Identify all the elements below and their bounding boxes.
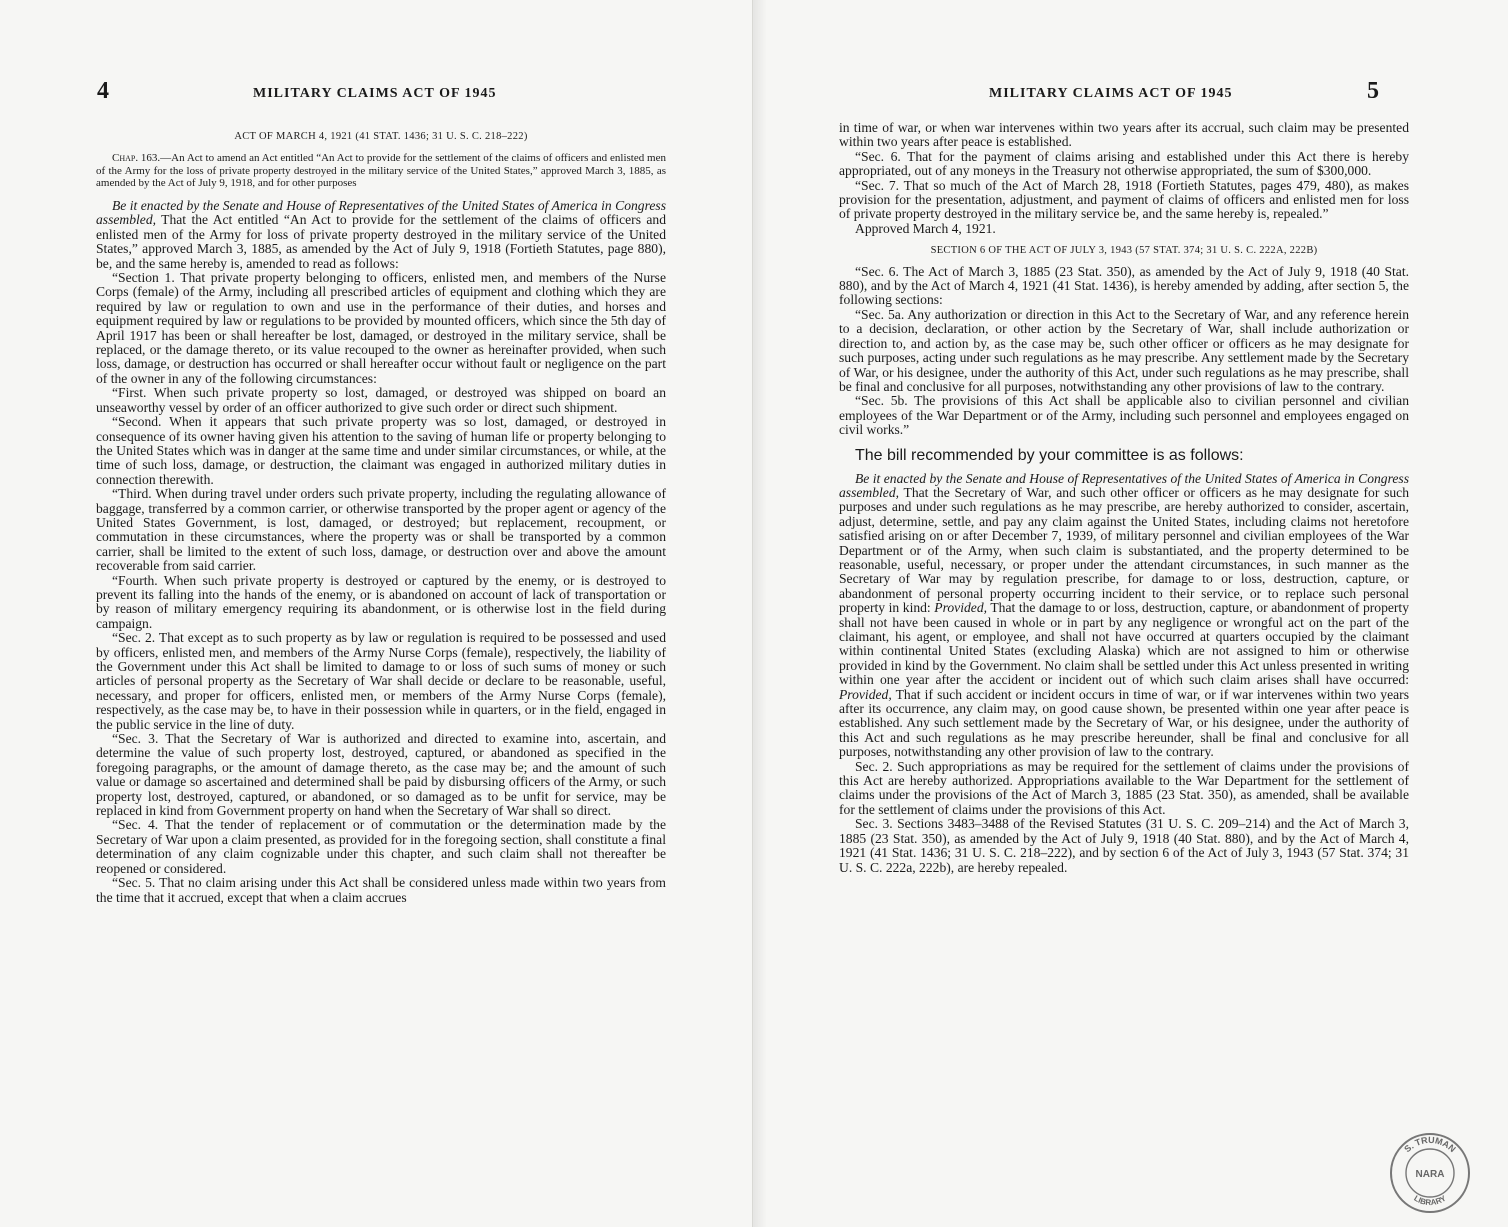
- library-stamp: [1388, 1131, 1472, 1215]
- section-5b: “Sec. 5b. The provisions of this Act shall be applicable also to civilian personnel and civilian employees of the War Department or of the Army, including such personnel and employees engaged on civil works.”: [839, 393, 1409, 438]
- section-1: “Section 1. That private property belonging to officers, enlisted men, and members of the Nurse Corps (female) of the Army, including all prescribed articles of equipment and clothing which they are required by law or regulation to own and use in the performance of their duties, and horses and equipment required by law or regulations to be provided by mounted officers, which since the 5th day of April 1917 has been or shall hereafter be lost, damaged, or destroyed in the military service, shall be replaced, or the damage thereto, or its value recouped to the owner as hereinafter provided, when such loss, damage, or destruction has occurred or shall hereafter occur without fault or negligence on the part of the owner in any of the following circumstances:: [96, 270, 666, 386]
- act-heading: ACT OF MARCH 4, 1921 (41 STAT. 1436; 31 U. S. C. 218–222): [234, 131, 528, 142]
- section-3: “Sec. 3. That the Secretary of War is authorized and directed to examine into, ascertain, and determine the value of such property lost, destroyed, captured, or abandoned as specified in the foregoing paragraphs, or the amount of damage thereto, as the case may be; and the amount of such value or damage so ascertained and determined shall be paid by disbursing officers of the Army, or such property lost, destroyed, captured, or abandoned, or so damaged as to be unfit for service, may be replaced in kind from Government property on hand when the Secretary of War shall so direct.: [96, 731, 666, 819]
- section-2: “Sec. 2. That except as to such property as by law or regulation is required to be possessed and used by officers, enlisted men, and members of the Army Nurse Corps (female), respectively, the liability of the Government under this Act shall be limited to damage to or loss of such sums of money or such articles of personal property as the Secretary of War shall decide or declare to be reasonable, useful, necessary, and proper for officers, enlisted men, or members of the Army Nurse Corps (female), respectively, as the case may be, to have in their possession while in quarters, or in the field, engaged in the public service in the line of duty.: [96, 630, 666, 732]
- section-7: “Sec. 7. That so much of the Act of March 28, 1918 (Fortieth Statutes, pages 479, 480), as makes provision for the presentation, adjustment, and payment of claims of officers and enlisted men for loss of private property destroyed in the military service be, and the same hereby is, repealed.”: [839, 177, 1409, 222]
- section-6-1943: “Sec. 6. The Act of March 3, 1885 (23 Stat. 350), as amended by the Act of July 9, 1918 (40 Stat. 880), and by the Act of March 4, 1921 (41 Stat. 1436), is hereby amended by adding, after section 5, the following sections:: [839, 263, 1409, 308]
- section6-heading: SECTION 6 OF THE ACT OF JULY 3, 1943 (57 STAT. 374; 31 U. S. C. 222A, 222B): [930, 245, 1318, 257]
- continuation-text: in time of war, or when war intervenes within two years after its accrual, such claim may be presented within two years after peace is established.: [839, 120, 1409, 150]
- svg-text:LIBRARY: [1412, 1193, 1448, 1207]
- enacting-rest: That the Act entitled “An Act to provide for the settlement of the claims of officers and enlisted men of the Army for loss of private property destroyed in the military service of the United States,” approved March 3, 1885, as amended by the Act of July 9, 1918 (Fortieth Statutes, page 880), be, and the same hereby is, amended to read as follows:: [96, 212, 666, 271]
- bill-part-1: That the Secretary of War, and such other officer or officers as he may designate for such purposes and under such regulations as he may prescribe, are hereby authorized to consider, ascertain, adjust, determine, settle, and pay any claim against the United States, including claims not heretofore satisfied arising on or after December 7, 1939, of military personnel and civilian employees of the War Department or of the Army, when such claim is substantiated, and the property determined to be reasonable, useful, necessary, or proper under the attendant circumstances, in such manner as the Secretary of War may by regulation prescribe, for damage to or loss, destruction, capture, or abandonment of personal property occurring incident to their service, or to replace such personal property in kind:: [839, 484, 1409, 616]
- approved-date: Approved March 4, 1921.: [855, 220, 996, 236]
- running-head-right: MILITARY CLAIMS ACT OF 1945: [989, 86, 1233, 101]
- running-head: MILITARY CLAIMS ACT OF 1945: [253, 86, 497, 101]
- left-column: [96, 130, 666, 905]
- clause-second: “Second. When it appears that such private property was so lost, damaged, or destroyed in consequence of its owner having given his attention to the saving of human life or property belonging to the United States which was in danger at the same time and under similar circumstances, or while, at the time of such loss, damage, or destruction, the claimant was engaged in authorized military duties in connection therewith.: [96, 414, 666, 487]
- provided-2: Provided,: [839, 686, 892, 702]
- right-page: [752, 0, 1508, 1227]
- stamp-top-text: S. TRUMAN: [1402, 1134, 1458, 1155]
- chapter-label: Chap. 163.: [112, 152, 161, 165]
- svg-text:S. TRUMAN: [1402, 1135, 1457, 1154]
- bill-text: [839, 472, 1409, 760]
- bill-part-2: That the damage to or loss, destruction, capture, or abandonment of property shall not have been caused in whole or in part by any negligence or wrongful act on the part of the claimant, his agent, or employee, and shall not have occurred at quarters occupied by the claimant within continental United States (excluding Alaska) which are not assigned to him or otherwise provided in kind by the Government. No claim shall be settled under this Act unless presented in writing within one year after the accident or incident out of which such claim arises shall have occurred:: [839, 600, 1410, 688]
- right-column: [839, 121, 1409, 875]
- section-5: “Sec. 5. That no claim arising under this Act shall be considered unless made within two years from the time that it accrued, except that when a claim accrues: [96, 875, 666, 905]
- committee-heading: The bill recommended by your committee is as follows:: [855, 446, 1244, 464]
- clause-first: “First. When such private property so lost, damaged, or destroyed was shipped on board an unseaworthy vessel by order of an officer authorized to give such order or direct such shipment.: [96, 385, 666, 415]
- section-4: “Sec. 4. That the tender of replacement or of commutation or the determination made by the Secretary of War upon a claim presented, as provided for in the foregoing section, shall constitute a final determination of any claim cognizable under this chapter, and such claim shall not thereafter be reopened or considered.: [96, 817, 666, 876]
- section-6: “Sec. 6. That for the payment of claims arising and established under this Act there is hereby appropriated, out of any moneys in the Treasury not otherwise appropriated, the sum of $300,000.: [839, 148, 1409, 179]
- chapter-summary: [96, 152, 666, 189]
- left-page: [0, 0, 752, 1227]
- bill-enacting-italic: Be it enacted by the Senate and House of Representatives of the United States of America in Congress assembled,: [839, 470, 1409, 500]
- bill-section-2: Sec. 2. Such appropriations as may be required for the settlement of claims under the provisions of this Act are hereby authorized. Appropriations available to the War Department for the settlement of claims under the provisions of the Act of March 3, 1885 (23 Stat. 350), as amended, shall be available for the settlement of claims under the provisions of this Act.: [839, 758, 1409, 817]
- page-number-right: 5: [1367, 78, 1379, 104]
- clause-third: “Third. When during travel under orders such private property, including the regulating allowance of baggage, transferred by a common carrier, or otherwise transported by the proper agent or agency of the United States Government, is lost, damaged, or destroyed; but replacement, recoupment, or commutation in these circumstances, where the property was or shall be transported by a common carrier, shall be limited to the extent of such loss, damage, or destruction over and above the amount recoverable from said carrier.: [96, 486, 666, 574]
- chapter-text: —An Act to amend an Act entitled “An Act to provide for the settlement of the claims of officers and enlisted men of the Army for the loss of private property destroyed in the military service of the United States,” approved March 3, 1885, as amended by the Act of July 9, 1918, and for other purposes: [96, 152, 666, 189]
- bill-part-3: That if such accident or incident occurs in time of war, or if war intervenes within two years after its occurrence, any claim may, on good cause shown, be presented within one year after peace is established. Any such settlement made by the Secretary of War, or his designee, under the authority of this Act and such regulations as he may prescribe hereunder, shall be final and conclusive for all purposes, notwithstanding any other provision of law to the contrary.: [839, 686, 1409, 760]
- section-5a: “Sec. 5a. Any authorization or direction in this Act to the Secretary of War, and any reference herein to a decision, declaration, or other action by the Secretary of War, shall include authorization or direction to, and action by, as the case may be, such other officer or officers as he may designate for such purposes, acting under such regulations as he may prescribe. Any settlement made by the Secretary of War, or his designee, under the authority of this Act, under such regulations as he may prescribe, shall be final and conclusive for all purposes, notwithstanding any other provisions of law to the contrary.: [839, 306, 1409, 394]
- page-number: 4: [97, 78, 109, 104]
- enacting-italic: Be it enacted by the Senate and House of Representatives of the United States of America in Congress assembled,: [96, 198, 666, 228]
- enacting-clause: [96, 199, 666, 271]
- provided-1: Provided,: [934, 600, 988, 616]
- stamp-bottom-text: LIBRARY: [1412, 1193, 1448, 1208]
- clause-fourth: “Fourth. When such private property is destroyed or captured by the enemy, or is destroyed to prevent its falling into the hands of the enemy, or is abandoned on account of lack of transportation or by reason of military emergency requiring its abandonment, or is otherwise lost in the field during campaign.: [96, 572, 666, 631]
- bill-section-3: Sec. 3. Sections 3483–3488 of the Revised Statutes (31 U. S. C. 209–214) and the Act of March 3, 1885 (23 Stat. 350), as amended by the Act of July 9, 1918 (40 Stat. 880), and by the Act of March 4, 1921 (41 Stat. 1436; 31 U. S. C. 218–222), and by section 6 of the Act of July 3, 1943 (57 Stat. 374; 31 U. S. C. 222a, 222b), are hereby repealed.: [839, 816, 1409, 875]
- stamp-center-text: NARA: [1415, 1169, 1445, 1180]
